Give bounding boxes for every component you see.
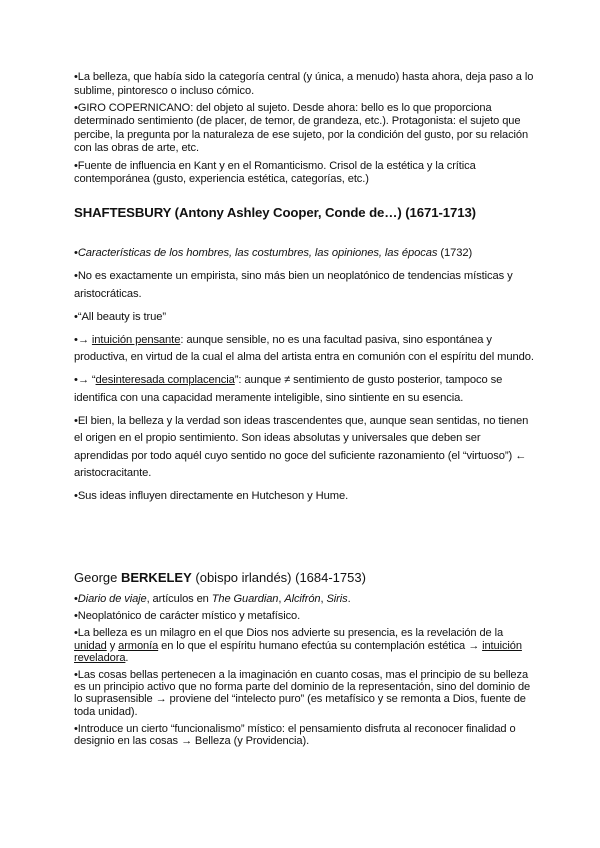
bullet: • xyxy=(74,247,78,259)
bullet-arrow: •→ “ xyxy=(74,374,96,386)
berkeley-paragraph-1 xyxy=(74,593,534,605)
heading-name: BERKELEY xyxy=(120,570,192,585)
work-diario: Diario de viaje xyxy=(77,593,147,605)
berkeley-paragraph-4: •Las cosas bellas pertenecen a la imaginación en cuanto cosas, mas el principio de su belleza es un principio activo que no forma parte del dominio de la representación, sino del dominio de lo suprasensible → proviene del “intelecto puro” (es metafísico y se remonta a Dios, fuente de toda unidad). xyxy=(74,669,531,718)
work-alcifron: Alcifrón xyxy=(284,593,321,605)
work-year: (1732) xyxy=(437,247,473,259)
text: . xyxy=(125,651,129,664)
text: y xyxy=(106,639,119,652)
shaftesbury-paragraph-3: •“All beauty is true” xyxy=(74,310,166,323)
shaftesbury-paragraph-1 xyxy=(74,245,534,263)
shaftesbury-paragraph-5 xyxy=(74,372,534,407)
shaftesbury-paragraph-7: •Sus ideas influyen directamente en Hutcheson y Hume. xyxy=(74,490,349,502)
work-siris: Siris xyxy=(326,593,348,605)
heading-post: (obispo irlandés) (1684-1753) xyxy=(191,570,366,585)
shaftesbury-paragraph-6: •El bien, la belleza y la verdad son ideas trascendentes que, aunque sean sentidas, no tienen el origen en el propio sentimiento. Son ideas absolutas y universales que deben ser aprendidas por todo aquél cuyo sentido no goce del suficiente razonamiento (el “virtuoso”) ← aristocracitante. xyxy=(74,414,529,479)
work-title: Características de los hombres, las costumbres, las opiniones, las épocas xyxy=(77,247,438,259)
heading-pre: George xyxy=(74,570,121,585)
term-desinteresada-complacencia: desinteresada complacencia xyxy=(95,374,235,386)
intro-section xyxy=(74,71,534,190)
term-unidad: unidad xyxy=(74,639,107,652)
paragraph-text: ”: aunque ≠ sentimiento de gusto posterior, tampoco se identifica con una capacidad meramente inteligible, sino sintiente en su esencia. xyxy=(74,374,503,404)
berkeley-heading xyxy=(74,570,366,585)
term-intuicion-reveladora: intuición reveladora xyxy=(74,639,522,664)
text: , xyxy=(278,593,285,605)
intro-paragraph-1: •La belleza, que había sido la categoría central (y única, a menudo) hasta ahora, deja paso a lo sublime, pintoresco o incluso cómico. xyxy=(74,71,534,97)
bullet: • xyxy=(74,593,78,605)
shaftesbury-section xyxy=(74,245,534,511)
shaftesbury-paragraph-4 xyxy=(74,332,534,367)
berkeley-section xyxy=(74,593,534,752)
term-intuicion-pensante: intuición pensante xyxy=(91,333,181,346)
berkeley-paragraph-5: •Introduce un cierto “funcionalismo” místico: el pensamiento disfruta al reconocer finalidad o designio en las cosas → Belleza (y Providencia). xyxy=(74,722,516,748)
text: . xyxy=(347,593,351,605)
shaftesbury-heading: SHAFTESBURY (Antony Ashley Cooper, Conde de…) (1671-1713) xyxy=(74,205,476,220)
text: en lo que el espíritu humano efectúa su contemplación estética → xyxy=(158,639,483,652)
text: , artículos en xyxy=(146,593,212,605)
intro-paragraph-2: •GIRO COPERNICANO: del objeto al sujeto. Desde ahora: bello es lo que proporciona determinado sentimiento (de placer, de temor, de grandeza, etc.). Protagonista: el sujeto que percibe, la pregunta por la naturaleza de ese sujeto, por la condición del gusto, por su relación con las obras de arte, etc. xyxy=(74,101,529,155)
berkeley-paragraph-3 xyxy=(74,627,534,664)
intro-paragraph-3: •Fuente de influencia en Kant y en el Romanticismo. Crisol de la estética y la crítica contemporánea (gusto, experiencia estética, categorías, etc.) xyxy=(74,159,476,186)
work-guardian: The Guardian xyxy=(211,593,279,605)
shaftesbury-paragraph-2: •No es exactamente un empirista, sino más bien un neoplatónico de tendencias místicas y aristocráticas. xyxy=(74,270,513,300)
berkeley-paragraph-2: •Neoplatónico de carácter místico y metafísico. xyxy=(74,610,301,623)
text: •La belleza es un milagro en el que Dios nos advierte su presencia, es la revelación de la xyxy=(74,627,504,640)
paragraph-text: : aunque sensible, no es una facultad pasiva, sino espontánea y productiva, en virtud de la cual el alma del artista entra en comunión con el espíritu del mundo. xyxy=(74,333,534,363)
bullet-arrow: •→ xyxy=(74,333,92,346)
text: , xyxy=(320,593,327,605)
term-armonia: armonía xyxy=(118,639,159,652)
